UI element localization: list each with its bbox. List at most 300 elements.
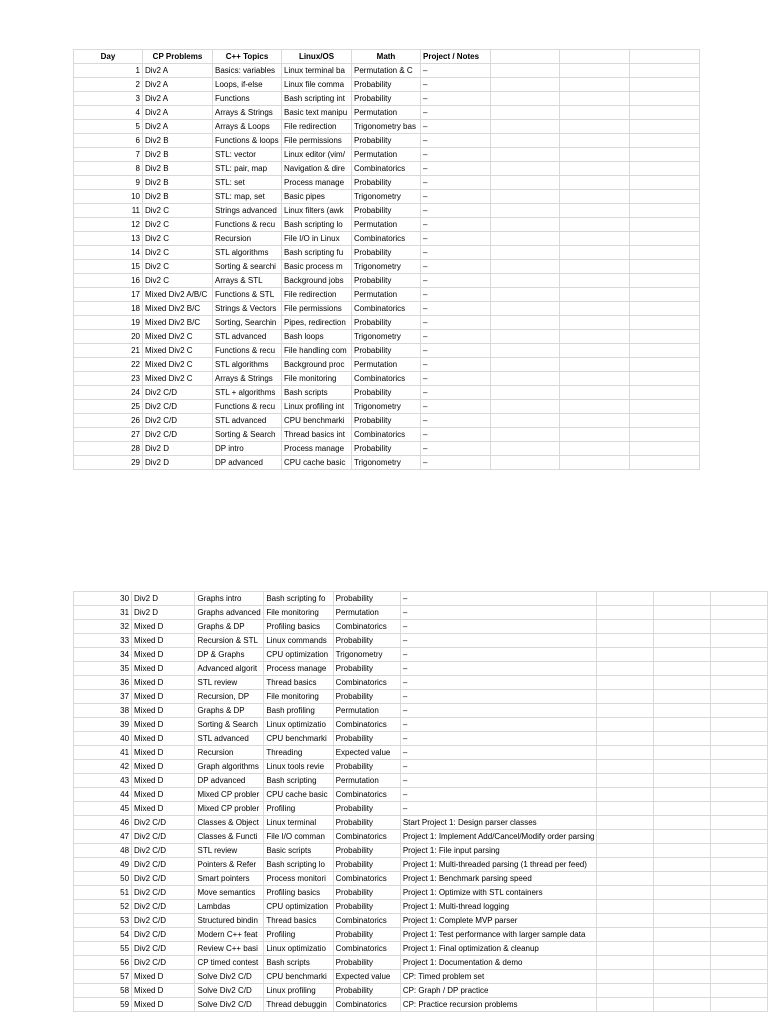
day-cell[interactable]: 9 bbox=[74, 176, 143, 190]
project-notes-cell[interactable]: – bbox=[421, 64, 491, 78]
cp-problems-cell[interactable]: Mixed Div2 B/C bbox=[143, 302, 213, 316]
day-cell[interactable]: 4 bbox=[74, 106, 143, 120]
math-cell[interactable]: Probability bbox=[333, 956, 400, 970]
linux-os-cell[interactable]: Bash scripting lo bbox=[282, 218, 352, 232]
project-notes-cell[interactable]: – bbox=[421, 372, 491, 386]
math-cell[interactable]: Expected value bbox=[333, 746, 400, 760]
cpp-topics-cell[interactable]: Sorting & searchi bbox=[213, 260, 282, 274]
project-notes-cell[interactable]: CP: Graph / DP practice bbox=[400, 984, 597, 998]
cpp-topics-cell[interactable]: Loops, if-else bbox=[213, 78, 282, 92]
cp-problems-cell[interactable]: Div2 C/D bbox=[143, 400, 213, 414]
project-notes-cell[interactable]: – bbox=[400, 746, 597, 760]
cp-problems-cell[interactable]: Mixed Div2 C bbox=[143, 330, 213, 344]
math-cell[interactable]: Combinatorics bbox=[333, 998, 400, 1012]
math-cell[interactable]: Probability bbox=[333, 732, 400, 746]
cp-problems-cell[interactable]: Mixed D bbox=[132, 788, 195, 802]
day-cell[interactable]: 39 bbox=[74, 718, 132, 732]
cp-problems-cell[interactable]: Div2 D bbox=[143, 456, 213, 470]
cpp-topics-cell[interactable]: STL advanced bbox=[195, 732, 264, 746]
cpp-topics-cell[interactable]: Functions & recu bbox=[213, 218, 282, 232]
project-notes-cell[interactable]: Project 1: Complete MVP parser bbox=[400, 914, 597, 928]
day-cell[interactable]: 27 bbox=[74, 428, 143, 442]
math-cell[interactable]: Probability bbox=[333, 662, 400, 676]
linux-os-cell[interactable]: File permissions bbox=[282, 134, 352, 148]
linux-os-cell[interactable]: CPU benchmarki bbox=[264, 732, 333, 746]
cp-problems-cell[interactable]: Div2 C bbox=[143, 204, 213, 218]
linux-os-cell[interactable]: Bash scripting fu bbox=[282, 246, 352, 260]
cpp-topics-cell[interactable]: DP advanced bbox=[195, 774, 264, 788]
cp-problems-cell[interactable]: Div2 D bbox=[132, 606, 195, 620]
project-notes-cell[interactable]: – bbox=[421, 260, 491, 274]
day-cell[interactable]: 13 bbox=[74, 232, 143, 246]
cp-problems-cell[interactable]: Div2 B bbox=[143, 148, 213, 162]
math-cell[interactable]: Permutation bbox=[352, 288, 421, 302]
math-cell[interactable]: Trigonometry bbox=[352, 330, 421, 344]
project-notes-cell[interactable]: – bbox=[400, 620, 597, 634]
cp-problems-cell[interactable]: Mixed Div2 C bbox=[143, 344, 213, 358]
day-cell[interactable]: 56 bbox=[74, 956, 132, 970]
project-notes-cell[interactable]: – bbox=[400, 732, 597, 746]
math-cell[interactable]: Combinatorics bbox=[333, 620, 400, 634]
linux-os-cell[interactable]: Thread debuggin bbox=[264, 998, 333, 1012]
day-cell[interactable]: 44 bbox=[74, 788, 132, 802]
cpp-topics-cell[interactable]: Graphs advanced bbox=[195, 606, 264, 620]
cpp-topics-cell[interactable]: Functions & recu bbox=[213, 344, 282, 358]
cp-problems-cell[interactable]: Div2 A bbox=[143, 106, 213, 120]
cpp-topics-cell[interactable]: Solve Div2 C/D bbox=[195, 970, 264, 984]
linux-os-cell[interactable]: Bash scripting int bbox=[282, 92, 352, 106]
day-cell[interactable]: 14 bbox=[74, 246, 143, 260]
linux-os-cell[interactable]: Linux editor (vim/ bbox=[282, 148, 352, 162]
linux-os-cell[interactable]: Bash scripting bbox=[264, 774, 333, 788]
day-cell[interactable]: 46 bbox=[74, 816, 132, 830]
cp-problems-cell[interactable]: Div2 A bbox=[143, 78, 213, 92]
math-cell[interactable]: Permutation bbox=[352, 358, 421, 372]
linux-os-cell[interactable]: Profiling bbox=[264, 802, 333, 816]
linux-os-cell[interactable]: Linux optimizatio bbox=[264, 942, 333, 956]
cp-problems-cell[interactable]: Div2 C/D bbox=[143, 428, 213, 442]
linux-os-cell[interactable]: Navigation & dire bbox=[282, 162, 352, 176]
day-cell[interactable]: 10 bbox=[74, 190, 143, 204]
cpp-topics-cell[interactable]: Recursion, DP bbox=[195, 690, 264, 704]
project-notes-cell[interactable]: Project 1: Multi-threaded parsing (1 thread per feed) bbox=[400, 858, 597, 872]
cp-problems-cell[interactable]: Div2 D bbox=[132, 592, 195, 606]
math-cell[interactable]: Combinatorics bbox=[333, 788, 400, 802]
day-cell[interactable]: 37 bbox=[74, 690, 132, 704]
linux-os-cell[interactable]: Linux file comma bbox=[282, 78, 352, 92]
math-cell[interactable]: Probability bbox=[352, 414, 421, 428]
project-notes-cell[interactable]: – bbox=[400, 690, 597, 704]
day-cell[interactable]: 35 bbox=[74, 662, 132, 676]
cpp-topics-cell[interactable]: Functions & STL bbox=[213, 288, 282, 302]
cpp-topics-cell[interactable]: Arrays & Loops bbox=[213, 120, 282, 134]
day-cell[interactable]: 41 bbox=[74, 746, 132, 760]
project-notes-cell[interactable]: – bbox=[400, 676, 597, 690]
day-cell[interactable]: 22 bbox=[74, 358, 143, 372]
cpp-topics-cell[interactable]: Graph algorithms bbox=[195, 760, 264, 774]
day-cell[interactable]: 6 bbox=[74, 134, 143, 148]
cp-problems-cell[interactable]: Mixed D bbox=[132, 718, 195, 732]
linux-os-cell[interactable]: Pipes, redirection bbox=[282, 316, 352, 330]
math-cell[interactable]: Combinatorics bbox=[352, 232, 421, 246]
linux-os-cell[interactable]: CPU cache basic bbox=[282, 456, 352, 470]
linux-os-cell[interactable]: Linux commands bbox=[264, 634, 333, 648]
cpp-topics-cell[interactable]: Solve Div2 C/D bbox=[195, 998, 264, 1012]
cp-problems-cell[interactable]: Div2 A bbox=[143, 120, 213, 134]
math-cell[interactable]: Probability bbox=[333, 592, 400, 606]
linux-os-cell[interactable]: Linux optimizatio bbox=[264, 718, 333, 732]
math-cell[interactable]: Combinatorics bbox=[333, 830, 400, 844]
math-cell[interactable]: Trigonometry bbox=[352, 456, 421, 470]
project-notes-cell[interactable]: – bbox=[400, 718, 597, 732]
math-cell[interactable]: Probability bbox=[352, 134, 421, 148]
linux-os-cell[interactable]: CPU optimization bbox=[264, 648, 333, 662]
day-cell[interactable]: 47 bbox=[74, 830, 132, 844]
day-cell[interactable]: 7 bbox=[74, 148, 143, 162]
project-notes-cell[interactable]: Start Project 1: Design parser classes bbox=[400, 816, 597, 830]
cp-problems-cell[interactable]: Mixed D bbox=[132, 760, 195, 774]
day-cell[interactable]: 40 bbox=[74, 732, 132, 746]
day-cell[interactable]: 42 bbox=[74, 760, 132, 774]
project-notes-cell[interactable]: – bbox=[421, 442, 491, 456]
cpp-topics-cell[interactable]: Recursion & STL bbox=[195, 634, 264, 648]
cpp-topics-cell[interactable]: Recursion bbox=[195, 746, 264, 760]
cpp-topics-cell[interactable]: STL algorithms bbox=[213, 246, 282, 260]
linux-os-cell[interactable]: Thread basics bbox=[264, 914, 333, 928]
linux-os-cell[interactable]: Linux filters (awk bbox=[282, 204, 352, 218]
cpp-topics-cell[interactable]: CP timed contest bbox=[195, 956, 264, 970]
cp-problems-cell[interactable]: Div2 C/D bbox=[132, 872, 195, 886]
cp-problems-cell[interactable]: Mixed D bbox=[132, 648, 195, 662]
day-cell[interactable]: 11 bbox=[74, 204, 143, 218]
day-cell[interactable]: 53 bbox=[74, 914, 132, 928]
project-notes-cell[interactable]: – bbox=[421, 190, 491, 204]
project-notes-cell[interactable]: – bbox=[400, 760, 597, 774]
project-notes-cell[interactable]: – bbox=[400, 634, 597, 648]
day-cell[interactable]: 20 bbox=[74, 330, 143, 344]
cp-problems-cell[interactable]: Mixed Div2 A/B/C bbox=[143, 288, 213, 302]
cpp-topics-cell[interactable]: Mixed CP probler bbox=[195, 788, 264, 802]
cp-problems-cell[interactable]: Div2 C/D bbox=[132, 886, 195, 900]
project-notes-cell[interactable]: Project 1: Multi-thread logging bbox=[400, 900, 597, 914]
cpp-topics-cell[interactable]: Functions & recu bbox=[213, 400, 282, 414]
project-notes-cell[interactable]: – bbox=[400, 592, 597, 606]
linux-os-cell[interactable]: Linux terminal bbox=[264, 816, 333, 830]
math-cell[interactable]: Trigonometry bbox=[333, 648, 400, 662]
project-notes-cell[interactable]: – bbox=[421, 302, 491, 316]
project-notes-cell[interactable]: Project 1: File input parsing bbox=[400, 844, 597, 858]
day-cell[interactable]: 50 bbox=[74, 872, 132, 886]
linux-os-cell[interactable]: CPU benchmarki bbox=[282, 414, 352, 428]
cp-problems-cell[interactable]: Mixed D bbox=[132, 970, 195, 984]
cp-problems-cell[interactable]: Div2 C/D bbox=[132, 900, 195, 914]
day-cell[interactable]: 57 bbox=[74, 970, 132, 984]
cpp-topics-cell[interactable]: Classes & Object bbox=[195, 816, 264, 830]
math-cell[interactable]: Probability bbox=[333, 984, 400, 998]
cp-problems-cell[interactable]: Mixed D bbox=[132, 732, 195, 746]
linux-os-cell[interactable]: File monitoring bbox=[282, 372, 352, 386]
cp-problems-cell[interactable]: Mixed D bbox=[132, 802, 195, 816]
math-cell[interactable]: Permutation bbox=[333, 606, 400, 620]
linux-os-cell[interactable]: CPU benchmarki bbox=[264, 970, 333, 984]
linux-os-cell[interactable]: File redirection bbox=[282, 288, 352, 302]
math-cell[interactable]: Combinatorics bbox=[333, 676, 400, 690]
linux-os-cell[interactable]: Bash loops bbox=[282, 330, 352, 344]
math-cell[interactable]: Probability bbox=[333, 690, 400, 704]
linux-os-cell[interactable]: Process monitori bbox=[264, 872, 333, 886]
linux-os-cell[interactable]: Process manage bbox=[282, 176, 352, 190]
math-cell[interactable]: Probability bbox=[333, 634, 400, 648]
cpp-topics-cell[interactable]: STL: set bbox=[213, 176, 282, 190]
cp-problems-cell[interactable]: Div2 B bbox=[143, 134, 213, 148]
cpp-topics-cell[interactable]: Pointers & Refer bbox=[195, 858, 264, 872]
cp-problems-cell[interactable]: Mixed Div2 C bbox=[143, 358, 213, 372]
day-cell[interactable]: 45 bbox=[74, 802, 132, 816]
math-cell[interactable]: Probability bbox=[352, 274, 421, 288]
cp-problems-cell[interactable]: Mixed D bbox=[132, 984, 195, 998]
cp-problems-cell[interactable]: Mixed D bbox=[132, 662, 195, 676]
project-notes-cell[interactable]: – bbox=[400, 802, 597, 816]
day-cell[interactable]: 54 bbox=[74, 928, 132, 942]
cpp-topics-cell[interactable]: Graphs intro bbox=[195, 592, 264, 606]
linux-os-cell[interactable]: Thread basics int bbox=[282, 428, 352, 442]
cp-problems-cell[interactable]: Div2 D bbox=[143, 442, 213, 456]
day-cell[interactable]: 2 bbox=[74, 78, 143, 92]
math-cell[interactable]: Probability bbox=[352, 78, 421, 92]
project-notes-cell[interactable]: – bbox=[421, 414, 491, 428]
project-notes-cell[interactable]: – bbox=[421, 92, 491, 106]
cp-problems-cell[interactable]: Mixed Div2 C bbox=[143, 372, 213, 386]
project-notes-cell[interactable]: Project 1: Documentation & demo bbox=[400, 956, 597, 970]
day-cell[interactable]: 18 bbox=[74, 302, 143, 316]
linux-os-cell[interactable]: File handling com bbox=[282, 344, 352, 358]
cp-problems-cell[interactable]: Div2 C/D bbox=[132, 844, 195, 858]
math-cell[interactable]: Combinatorics bbox=[352, 162, 421, 176]
cp-problems-cell[interactable]: Div2 B bbox=[143, 162, 213, 176]
cpp-topics-cell[interactable]: Smart pointers bbox=[195, 872, 264, 886]
day-cell[interactable]: 3 bbox=[74, 92, 143, 106]
project-notes-cell[interactable]: – bbox=[421, 344, 491, 358]
day-cell[interactable]: 1 bbox=[74, 64, 143, 78]
cpp-topics-cell[interactable]: STL review bbox=[195, 676, 264, 690]
cp-problems-cell[interactable]: Mixed D bbox=[132, 634, 195, 648]
day-cell[interactable]: 28 bbox=[74, 442, 143, 456]
cp-problems-cell[interactable]: Div2 C/D bbox=[132, 816, 195, 830]
math-cell[interactable]: Permutation & C bbox=[352, 64, 421, 78]
cpp-topics-cell[interactable]: Sorting, Searchin bbox=[213, 316, 282, 330]
project-notes-cell[interactable]: Project 1: Test performance with larger sample data bbox=[400, 928, 597, 942]
cp-problems-cell[interactable]: Div2 C/D bbox=[132, 830, 195, 844]
project-notes-cell[interactable]: – bbox=[421, 288, 491, 302]
cpp-topics-cell[interactable]: Mixed CP probler bbox=[195, 802, 264, 816]
math-cell[interactable]: Permutation bbox=[333, 704, 400, 718]
day-cell[interactable]: 16 bbox=[74, 274, 143, 288]
project-notes-cell[interactable]: – bbox=[400, 788, 597, 802]
linux-os-cell[interactable]: Bash scripting fo bbox=[264, 592, 333, 606]
cp-problems-cell[interactable]: Div2 C/D bbox=[143, 414, 213, 428]
math-cell[interactable]: Probability bbox=[352, 176, 421, 190]
project-notes-cell[interactable]: Project 1: Implement Add/Cancel/Modify order parsing bbox=[400, 830, 597, 844]
math-cell[interactable]: Combinatorics bbox=[352, 428, 421, 442]
project-notes-cell[interactable]: – bbox=[421, 106, 491, 120]
project-notes-cell[interactable]: – bbox=[421, 176, 491, 190]
math-cell[interactable]: Expected value bbox=[333, 970, 400, 984]
project-notes-cell[interactable]: – bbox=[421, 232, 491, 246]
cpp-topics-cell[interactable]: Graphs & DP bbox=[195, 620, 264, 634]
project-notes-cell[interactable]: – bbox=[421, 246, 491, 260]
day-cell[interactable]: 51 bbox=[74, 886, 132, 900]
cp-problems-cell[interactable]: Div2 C/D bbox=[132, 858, 195, 872]
cpp-topics-cell[interactable]: STL algorithms bbox=[213, 358, 282, 372]
math-cell[interactable]: Permutation bbox=[333, 774, 400, 788]
cp-problems-cell[interactable]: Div2 C bbox=[143, 260, 213, 274]
math-cell[interactable]: Combinatorics bbox=[333, 942, 400, 956]
day-cell[interactable]: 31 bbox=[74, 606, 132, 620]
project-notes-cell[interactable]: – bbox=[421, 162, 491, 176]
linux-os-cell[interactable]: File redirection bbox=[282, 120, 352, 134]
day-cell[interactable]: 34 bbox=[74, 648, 132, 662]
project-notes-cell[interactable]: – bbox=[400, 704, 597, 718]
day-cell[interactable]: 43 bbox=[74, 774, 132, 788]
day-cell[interactable]: 52 bbox=[74, 900, 132, 914]
cpp-topics-cell[interactable]: Sorting & Search bbox=[195, 718, 264, 732]
math-cell[interactable]: Permutation bbox=[352, 148, 421, 162]
cpp-topics-cell[interactable]: Strings & Vectors bbox=[213, 302, 282, 316]
linux-os-cell[interactable]: Linux terminal ba bbox=[282, 64, 352, 78]
cp-problems-cell[interactable]: Mixed D bbox=[132, 774, 195, 788]
linux-os-cell[interactable]: File monitoring bbox=[264, 606, 333, 620]
cpp-topics-cell[interactable]: Arrays & Strings bbox=[213, 372, 282, 386]
linux-os-cell[interactable]: Profiling basics bbox=[264, 620, 333, 634]
cp-problems-cell[interactable]: Mixed D bbox=[132, 704, 195, 718]
math-cell[interactable]: Probability bbox=[352, 246, 421, 260]
day-cell[interactable]: 23 bbox=[74, 372, 143, 386]
project-notes-cell[interactable]: – bbox=[421, 134, 491, 148]
cpp-topics-cell[interactable]: STL: map, set bbox=[213, 190, 282, 204]
linux-os-cell[interactable]: Linux profiling bbox=[264, 984, 333, 998]
project-notes-cell[interactable]: – bbox=[421, 218, 491, 232]
cp-problems-cell[interactable]: Div2 C bbox=[143, 274, 213, 288]
math-cell[interactable]: Trigonometry bbox=[352, 400, 421, 414]
math-cell[interactable]: Probability bbox=[333, 886, 400, 900]
linux-os-cell[interactable]: Basic text manipu bbox=[282, 106, 352, 120]
linux-os-cell[interactable]: Process manage bbox=[264, 662, 333, 676]
cpp-topics-cell[interactable]: Strings advanced bbox=[213, 204, 282, 218]
cp-problems-cell[interactable]: Div2 B bbox=[143, 176, 213, 190]
cpp-topics-cell[interactable]: Functions bbox=[213, 92, 282, 106]
cpp-topics-cell[interactable]: Solve Div2 C/D bbox=[195, 984, 264, 998]
day-cell[interactable]: 21 bbox=[74, 344, 143, 358]
cp-problems-cell[interactable]: Div2 C/D bbox=[143, 386, 213, 400]
cpp-topics-cell[interactable]: Advanced algorit bbox=[195, 662, 264, 676]
day-cell[interactable]: 15 bbox=[74, 260, 143, 274]
math-cell[interactable]: Combinatorics bbox=[333, 914, 400, 928]
project-notes-cell[interactable]: – bbox=[421, 330, 491, 344]
math-cell[interactable]: Probability bbox=[352, 92, 421, 106]
day-cell[interactable]: 5 bbox=[74, 120, 143, 134]
linux-os-cell[interactable]: Threading bbox=[264, 746, 333, 760]
math-cell[interactable]: Probability bbox=[352, 442, 421, 456]
math-cell[interactable]: Probability bbox=[352, 344, 421, 358]
math-cell[interactable]: Probability bbox=[333, 858, 400, 872]
cpp-topics-cell[interactable]: Move semantics bbox=[195, 886, 264, 900]
cp-problems-cell[interactable]: Mixed Div2 B/C bbox=[143, 316, 213, 330]
linux-os-cell[interactable]: Basic pipes bbox=[282, 190, 352, 204]
day-cell[interactable]: 24 bbox=[74, 386, 143, 400]
project-notes-cell[interactable]: Project 1: Final optimization & cleanup bbox=[400, 942, 597, 956]
linux-os-cell[interactable]: Bash profiling bbox=[264, 704, 333, 718]
linux-os-cell[interactable]: Bash scripts bbox=[264, 956, 333, 970]
project-notes-cell[interactable]: – bbox=[400, 774, 597, 788]
linux-os-cell[interactable]: Bash scripts bbox=[282, 386, 352, 400]
project-notes-cell[interactable]: – bbox=[400, 606, 597, 620]
cpp-topics-cell[interactable]: STL: pair, map bbox=[213, 162, 282, 176]
cpp-topics-cell[interactable]: Classes & Functi bbox=[195, 830, 264, 844]
project-notes-cell[interactable]: – bbox=[421, 148, 491, 162]
cpp-topics-cell[interactable]: STL review bbox=[195, 844, 264, 858]
project-notes-cell[interactable]: – bbox=[400, 648, 597, 662]
day-cell[interactable]: 19 bbox=[74, 316, 143, 330]
linux-os-cell[interactable]: Process manage bbox=[282, 442, 352, 456]
project-notes-cell[interactable]: – bbox=[421, 78, 491, 92]
cp-problems-cell[interactable]: Mixed D bbox=[132, 676, 195, 690]
day-cell[interactable]: 36 bbox=[74, 676, 132, 690]
cp-problems-cell[interactable]: Div2 B bbox=[143, 190, 213, 204]
project-notes-cell[interactable]: – bbox=[421, 400, 491, 414]
linux-os-cell[interactable]: Profiling basics bbox=[264, 886, 333, 900]
cp-problems-cell[interactable]: Div2 A bbox=[143, 92, 213, 106]
day-cell[interactable]: 48 bbox=[74, 844, 132, 858]
linux-os-cell[interactable]: Background proc bbox=[282, 358, 352, 372]
cp-problems-cell[interactable]: Mixed D bbox=[132, 620, 195, 634]
math-cell[interactable]: Probability bbox=[333, 816, 400, 830]
cpp-topics-cell[interactable]: DP advanced bbox=[213, 456, 282, 470]
linux-os-cell[interactable]: CPU optimization bbox=[264, 900, 333, 914]
linux-os-cell[interactable]: Basic scripts bbox=[264, 844, 333, 858]
linux-os-cell[interactable]: File I/O comman bbox=[264, 830, 333, 844]
day-cell[interactable]: 38 bbox=[74, 704, 132, 718]
cpp-topics-cell[interactable]: Modern C++ feat bbox=[195, 928, 264, 942]
day-cell[interactable]: 32 bbox=[74, 620, 132, 634]
cpp-topics-cell[interactable]: STL advanced bbox=[213, 330, 282, 344]
day-cell[interactable]: 25 bbox=[74, 400, 143, 414]
project-notes-cell[interactable]: – bbox=[421, 428, 491, 442]
project-notes-cell[interactable]: – bbox=[421, 316, 491, 330]
cpp-topics-cell[interactable]: Basics: variables bbox=[213, 64, 282, 78]
cp-problems-cell[interactable]: Mixed D bbox=[132, 690, 195, 704]
math-cell[interactable]: Combinatorics bbox=[333, 872, 400, 886]
cpp-topics-cell[interactable]: Review C++ basi bbox=[195, 942, 264, 956]
project-notes-cell[interactable]: Project 1: Benchmark parsing speed bbox=[400, 872, 597, 886]
cpp-topics-cell[interactable]: Lambdas bbox=[195, 900, 264, 914]
day-cell[interactable]: 30 bbox=[74, 592, 132, 606]
math-cell[interactable]: Probability bbox=[333, 900, 400, 914]
day-cell[interactable]: 49 bbox=[74, 858, 132, 872]
cpp-topics-cell[interactable]: Arrays & Strings bbox=[213, 106, 282, 120]
math-cell[interactable]: Trigonometry bbox=[352, 190, 421, 204]
day-cell[interactable]: 8 bbox=[74, 162, 143, 176]
math-cell[interactable]: Probability bbox=[352, 386, 421, 400]
day-cell[interactable]: 26 bbox=[74, 414, 143, 428]
project-notes-cell[interactable]: – bbox=[400, 662, 597, 676]
cp-problems-cell[interactable]: Div2 C bbox=[143, 246, 213, 260]
project-notes-cell[interactable]: – bbox=[421, 358, 491, 372]
math-cell[interactable]: Probability bbox=[333, 928, 400, 942]
math-cell[interactable]: Probability bbox=[333, 802, 400, 816]
cpp-topics-cell[interactable]: Arrays & STL bbox=[213, 274, 282, 288]
cpp-topics-cell[interactable]: DP & Graphs bbox=[195, 648, 264, 662]
project-notes-cell[interactable]: – bbox=[421, 120, 491, 134]
